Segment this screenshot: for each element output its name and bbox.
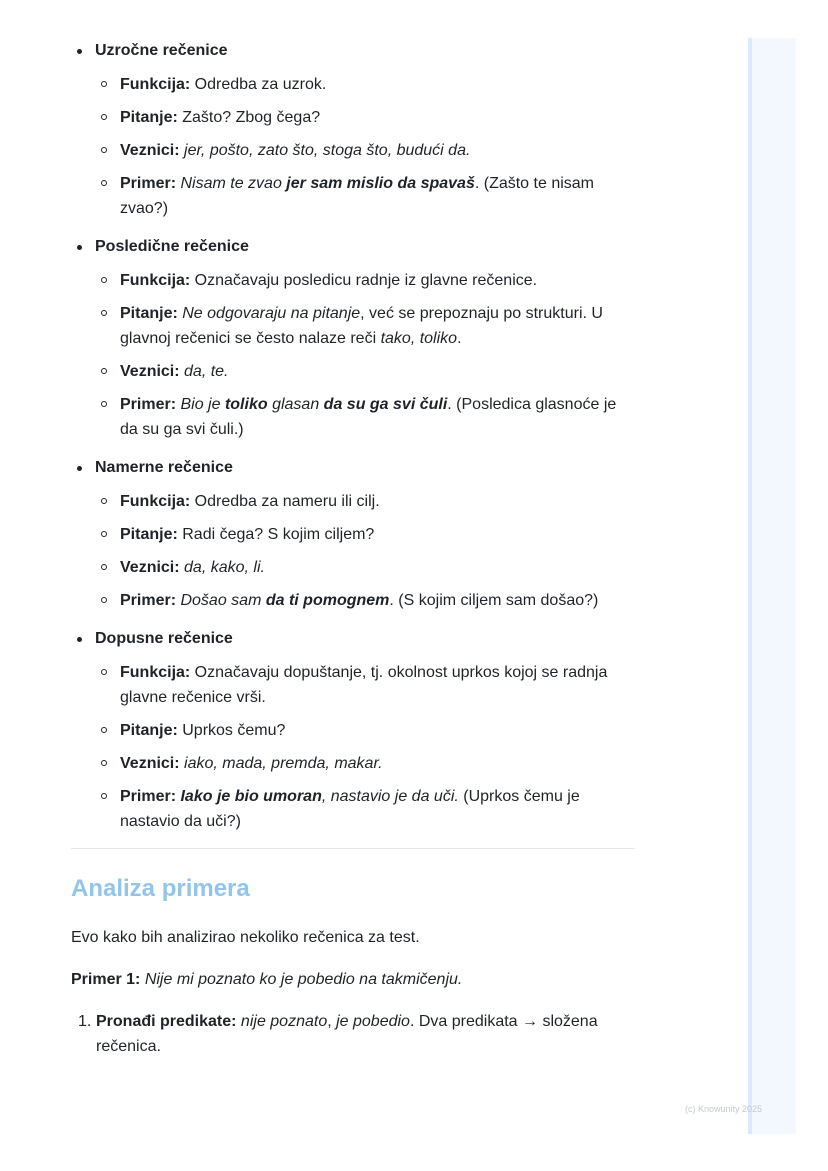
section-title: Dopusne rečenice (95, 630, 233, 647)
circle-bullet-icon (101, 531, 107, 537)
example-clause: jer sam mislio da spavaš (286, 175, 475, 192)
list-item-veznici (95, 138, 635, 163)
list-item-funkcija (95, 72, 635, 97)
step-italic: je pobedio (336, 1013, 410, 1030)
example-italic: glasan (267, 396, 324, 413)
circle-bullet-icon (101, 760, 107, 766)
list-item-primer (95, 392, 635, 442)
step-italic: nije poznato (236, 1013, 328, 1030)
example-clause: da ti pomognem (265, 592, 390, 609)
item-text: da, kako, li. (179, 559, 265, 576)
sentence-types-list (71, 38, 635, 834)
item-label: Funkcija: (120, 272, 191, 289)
item-text: da, te. (179, 363, 229, 380)
section-title: Uzročne rečenice (95, 42, 228, 59)
item-label: Pitanje: (120, 526, 178, 543)
circle-bullet-icon (101, 147, 107, 153)
list-item-primer (95, 784, 635, 834)
circle-bullet-icon (101, 81, 107, 87)
analysis-steps (71, 1009, 635, 1059)
example-keyword: toliko (224, 396, 268, 413)
example-italic: Došao sam (176, 592, 266, 609)
section-divider (71, 848, 635, 849)
copyright-footer: (c) Knowunity 2025 (685, 1104, 763, 1114)
item-label: Funkcija: (120, 76, 191, 93)
example-italic: Bio je (176, 396, 225, 413)
example-note: (Uprkos čemu je nastavio da uči?) (120, 788, 580, 830)
item-italic: tako, toliko (380, 330, 458, 347)
item-text: , već se prepoznaju po strukturi. U glavnoj rečenici se često nalaze reči (120, 305, 603, 347)
document-content (71, 38, 635, 1059)
item-text: iako, mada, premda, makar. (179, 755, 383, 772)
item-text: Označavaju posledicu radnje iz glavne rečenice. (190, 272, 538, 289)
circle-bullet-icon (101, 498, 107, 504)
item-label: Primer: (120, 592, 177, 609)
list-item-pitanje (95, 105, 635, 130)
example-note: . (Zašto te nisam zvao?) (120, 175, 594, 217)
example-italic: , nastavio je da uči. (321, 788, 459, 805)
item-text: Odredba za nameru ili cilj. (190, 493, 380, 510)
item-text: Odredba za uzrok. (190, 76, 327, 93)
bullet-icon (77, 466, 82, 471)
item-label: Primer: (120, 788, 177, 805)
step-label: Pronađi predikate: (96, 1013, 237, 1030)
item-label: Veznici: (120, 755, 180, 772)
example-italic: Nisam te zvao (176, 175, 287, 192)
item-text: Radi čega? S kojim ciljem? (177, 526, 375, 543)
right-margin-panel (748, 38, 796, 1134)
example-clause: da su ga svi čuli (323, 396, 448, 413)
item-label: Primer: (120, 175, 177, 192)
circle-bullet-icon (101, 669, 107, 675)
item-text: jer, pošto, zato što, stoga što, budući da. (179, 142, 471, 159)
circle-bullet-icon (101, 114, 107, 120)
item-label: Pitanje: (120, 722, 178, 739)
section-dopusne (71, 626, 635, 834)
step-item (71, 1009, 635, 1059)
section-namerne (71, 455, 635, 613)
list-item-pitanje (95, 718, 635, 743)
list-item-pitanje (95, 522, 635, 547)
circle-bullet-icon (101, 277, 107, 283)
list-item-veznici (95, 555, 635, 580)
example-clause: Iako je bio umoran (176, 788, 322, 805)
example-label: Primer 1: (71, 971, 141, 988)
example-note: . (Posledica glasnoće je da su ga svi čuli.) (120, 396, 617, 438)
item-label: Primer: (120, 396, 177, 413)
circle-bullet-icon (101, 564, 107, 570)
item-label: Veznici: (120, 363, 180, 380)
section-title: Posledične rečenice (95, 238, 249, 255)
list-item-veznici (95, 751, 635, 776)
list-item-primer (95, 588, 635, 613)
section-uzrocne (71, 38, 635, 221)
item-italic: Ne odgovaraju na pitanje (177, 305, 361, 322)
item-text: . (457, 330, 462, 347)
item-label: Funkcija: (120, 493, 191, 510)
analysis-intro: Evo kako bih analizirao nekoliko rečenica za test. (71, 929, 420, 946)
circle-bullet-icon (101, 401, 107, 407)
circle-bullet-icon (101, 180, 107, 186)
example-sentence: Nije mi poznato ko je pobedio na takmičenju. (140, 971, 463, 988)
list-item-funkcija (95, 660, 635, 710)
bullet-icon (77, 245, 82, 250)
list-item-pitanje (95, 301, 635, 351)
list-item-funkcija (95, 268, 635, 293)
item-label: Pitanje: (120, 305, 178, 322)
example-1 (71, 967, 635, 992)
item-label: Pitanje: (120, 109, 178, 126)
circle-bullet-icon (101, 793, 107, 799)
step-number: 1. (78, 1013, 92, 1030)
example-note: . (S kojim ciljem sam došao?) (389, 592, 599, 609)
item-text: Uprkos čemu? (177, 722, 286, 739)
item-text: Zašto? Zbog čega? (177, 109, 321, 126)
circle-bullet-icon (101, 597, 107, 603)
item-label: Veznici: (120, 142, 180, 159)
bullet-icon (77, 637, 82, 642)
step-text: , (327, 1013, 337, 1030)
circle-bullet-icon (101, 727, 107, 733)
list-item-primer (95, 171, 635, 221)
item-text: Označavaju dopuštanje, tj. okolnost uprkos kojoj se radnja glavne rečenice vrši. (120, 664, 608, 706)
bullet-icon (77, 49, 82, 54)
list-item-funkcija (95, 489, 635, 514)
analysis-heading: Analiza primera (71, 875, 250, 902)
section-posledicne (71, 234, 635, 442)
section-title: Namerne rečenice (95, 459, 233, 476)
list-item-veznici (95, 359, 635, 384)
item-label: Veznici: (120, 559, 180, 576)
step-text: . Dva predikata → složena rečenica. (96, 1013, 598, 1055)
circle-bullet-icon (101, 368, 107, 374)
circle-bullet-icon (101, 310, 107, 316)
item-label: Funkcija: (120, 664, 191, 681)
